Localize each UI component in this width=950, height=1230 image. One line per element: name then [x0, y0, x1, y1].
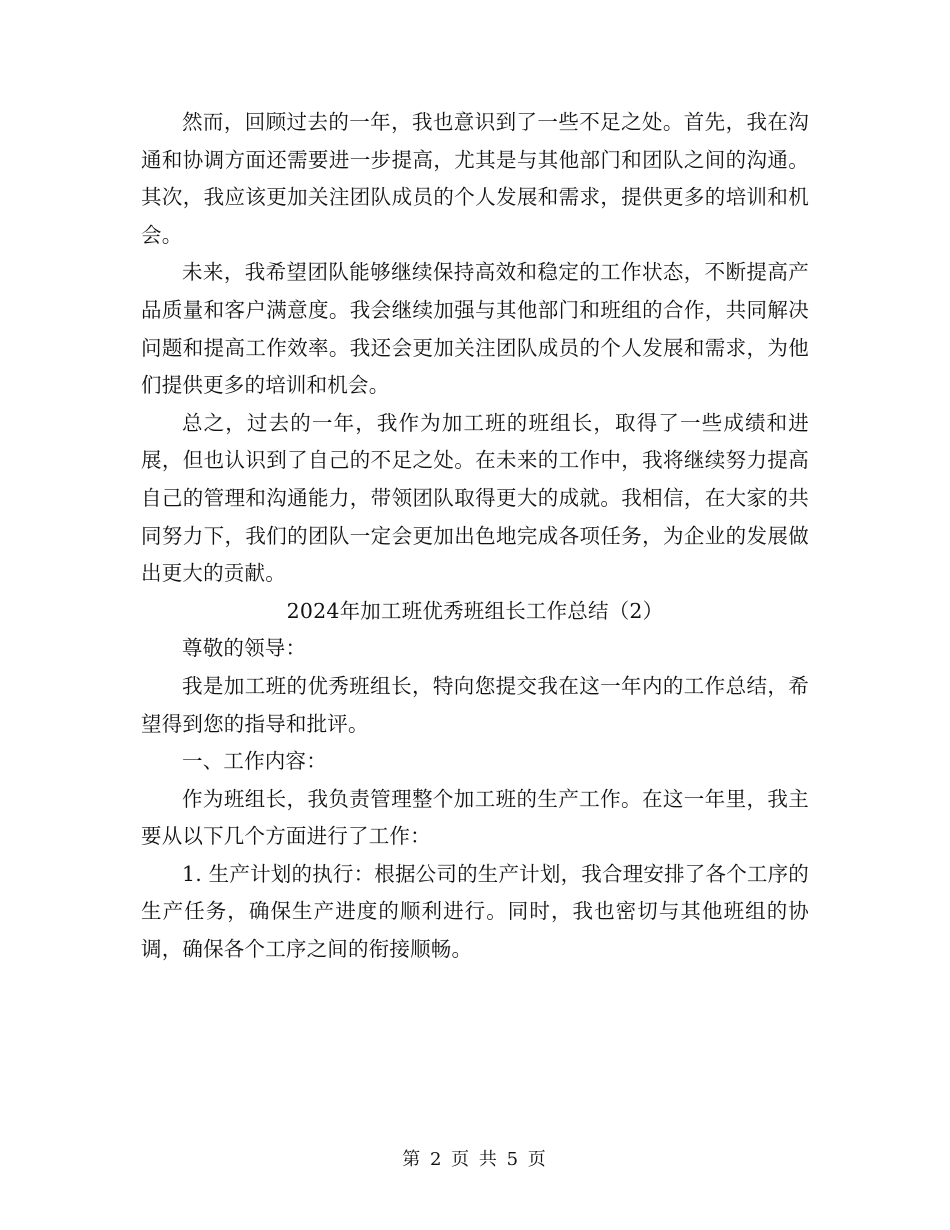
paragraph-item-1: 1. 生产计划的执行：根据公司的生产计划，我合理安排了各个工序的生产任务，确保生产进度的顺利进行。同时，我也密切与其他班组的协调，确保各个工序之间的衔接顺畅。: [141, 861, 809, 962]
page-number: 第 2 页 共 5 页: [402, 1149, 548, 1170]
paragraph-conclusion: 总之，过去的一年，我作为加工班的班组长，取得了一些成绩和进展，但也认识到了自己的不足之处。在未来的工作中，我将继续努力提高自己的管理和沟通能力，带领团队取得更大的成就。我相信，在大家的共同努力下，我们的团队一定会更加出色地完成各项任务，为企业的发展做出更大的贡献。: [141, 410, 809, 586]
paragraph-future: 未来，我希望团队能够继续保持高效和稳定的工作状态，不断提高产品质量和客户满意度。我会继续加强与其他部门和班组的合作，共同解决问题和提高工作效率。我还会更加关注团队成员的个人发展和需求，为他们提供更多的培训和机会。: [141, 260, 809, 398]
paragraph-section-heading: 一、工作内容：: [182, 749, 327, 774]
paragraph-responsibility: 作为班组长，我负责管理整个加工班的生产工作。在这一年里，我主要从以下几个方面进行了工作：: [141, 786, 809, 849]
paragraph-shortcomings: 然而，回顾过去的一年，我也意识到了一些不足之处。首先，我在沟通和协调方面还需要进一步提高，尤其是与其他部门和团队之间的沟通。其次，我应该更加关注团队成员的个人发展和需求，提供更多的培训和机会。: [141, 110, 809, 247]
section-title: 2024年加工班优秀班组长工作总结（2）: [286, 598, 664, 623]
page-content: [141, 104, 809, 969]
paragraph-salutation: 尊敬的领导：: [182, 636, 307, 661]
paragraph-intro: 我是加工班的优秀班组长，特向您提交我在这一年内的工作总结，希望得到您的指导和批评。: [141, 673, 809, 736]
